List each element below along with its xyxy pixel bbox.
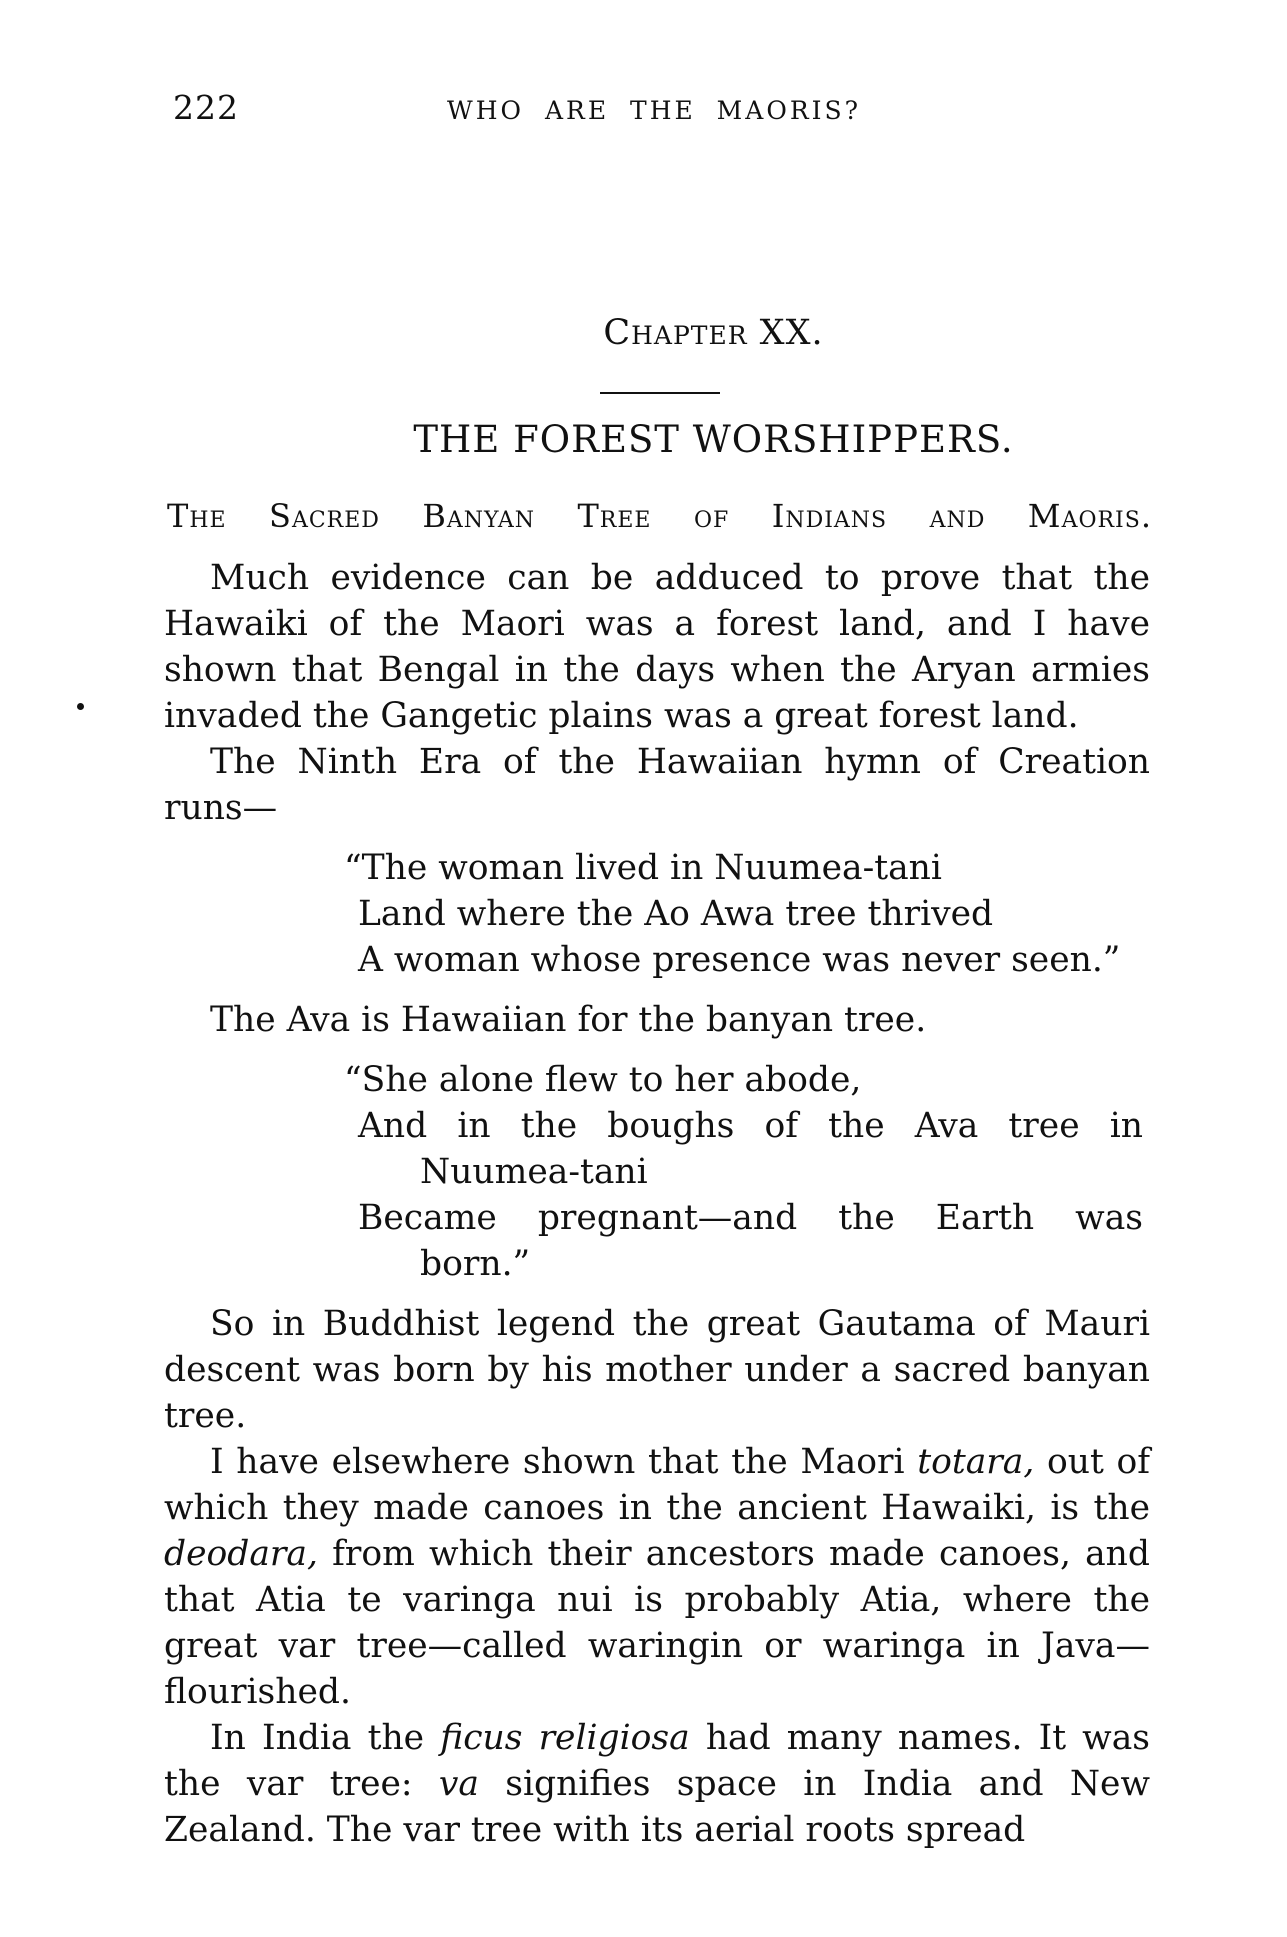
paragraph: I have elsewhere shown that the Maori totara, out of which they made canoes in the ancient Hawaiki, is the deodara, from which their ancestors made canoes, and that Atia te varinga nui is probably Atia, where the great var tree—called waringin or waringa in Java—flourished. xyxy=(164,1442,1151,1712)
paragraph: Much evidence can be adduced to prove that the Hawaiki of the Maori was a forest land, and I have shown that Bengal in the days when the Aryan armies invaded the Gangetic plains was a great forest land. xyxy=(164,558,1150,736)
paragraph: So in Buddhist legend the great Gautama of Mauri descent was born by his mother under a sacred banyan tree. xyxy=(164,1304,1150,1436)
body-text xyxy=(164,555,1150,1853)
verse-line: born.” xyxy=(420,1244,531,1284)
running-title: WHO ARE THE MAORIS? xyxy=(447,96,862,125)
paragraph: In India the ficus religiosa had many names. It was the var tree: va signifies space in India and New Zealand. The var tree with its aerial roots spread xyxy=(164,1718,1151,1850)
paragraph: The Ava is Hawaiian for the banyan tree. xyxy=(210,1000,927,1040)
margin-mark xyxy=(77,703,84,710)
verse-block xyxy=(344,1057,1150,1287)
verse-line: “The woman lived in Nuumea-tani xyxy=(344,848,942,888)
chapter-label: Chapter XX. xyxy=(603,313,824,353)
verse-line: Became pregnant—and the Earth was xyxy=(358,1198,1143,1238)
verse-line: “She alone flew to her abode, xyxy=(344,1060,862,1100)
verse-line: And in the boughs of the Ava tree in xyxy=(358,1106,1143,1146)
chapter-title: THE FOREST WORSHIPPERS. xyxy=(413,418,1014,461)
page-number: 222 xyxy=(173,88,239,127)
chapter-divider xyxy=(600,392,720,394)
verse-line: Land where the Ao Awa tree thrived xyxy=(358,894,994,934)
paragraph: The Ninth Era of the Hawaiian hymn of Creation runs— xyxy=(164,742,1150,828)
verse-line: Nuumea-tani xyxy=(420,1152,648,1192)
chapter-subtitle: The Sacred Banyan Tree of Indians and Maoris. xyxy=(167,497,1152,535)
verse-line: A woman whose presence was never seen.” xyxy=(358,940,1121,980)
verse-block xyxy=(344,845,1150,983)
